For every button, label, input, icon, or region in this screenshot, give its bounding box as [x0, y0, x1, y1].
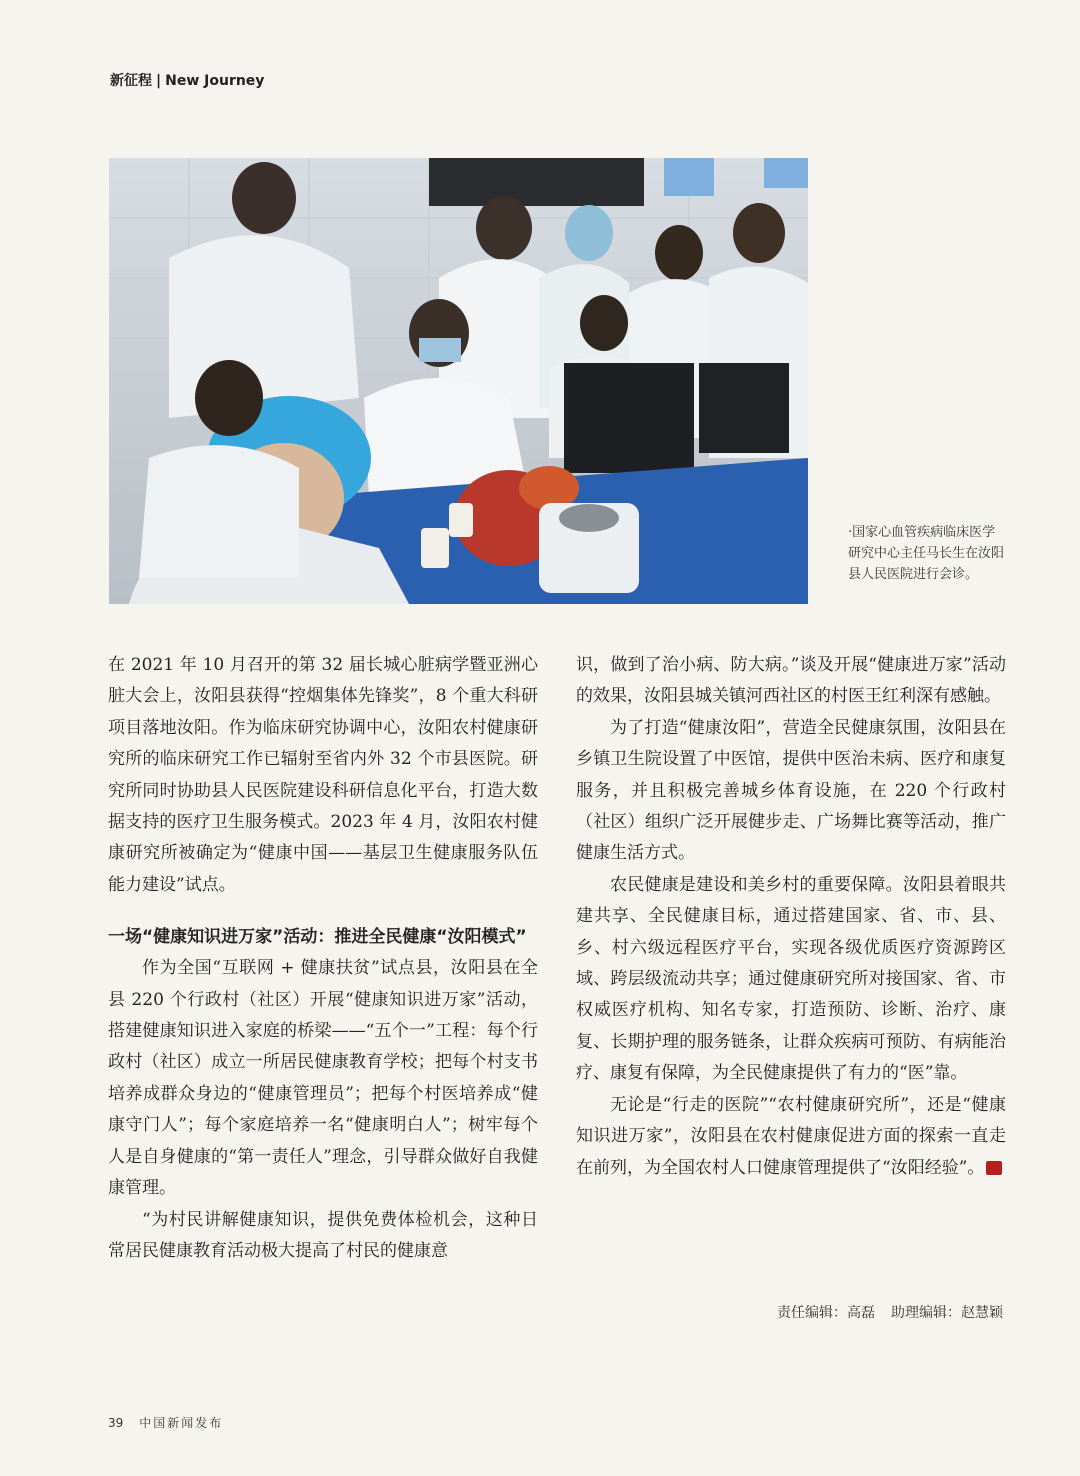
page-footer — [108, 1414, 223, 1431]
end-mark-seal-icon — [986, 1161, 1002, 1175]
page-number: 39 — [108, 1416, 124, 1430]
chief-editor: 责任编辑：高磊 — [777, 1305, 875, 1321]
editor-credits — [777, 1302, 1003, 1322]
section-title: 一场“健康知识进万家”活动：推进全民健康“汝阳模式” — [108, 927, 527, 948]
article-photo — [109, 158, 808, 604]
section-english-name: New Journey — [165, 73, 265, 89]
article-column-right — [576, 650, 1006, 1184]
paragraph-final-text: 无论是“行走的医院”“农村健康研究所”，还是“健康知识进万家”，汝阳县在农村健康促进方面的探索一直走在前列，为全国农村人口健康管理提供了“汝阳经验”。 — [576, 1094, 1006, 1178]
consultation-photo-illustration — [109, 158, 808, 604]
photo-caption: ·国家心血管疾病临床医学研究中心主任马长生在汝阳县人民医院进行会诊。 — [848, 525, 1005, 582]
assistant-editor: 助理编辑：赵慧颖 — [891, 1305, 1003, 1321]
section-separator: | — [156, 73, 162, 89]
publication-name: 中国新闻发布 — [139, 1416, 224, 1430]
section-name: 新征程 — [110, 73, 152, 89]
paragraph-final — [576, 1090, 1006, 1184]
section-header — [110, 70, 264, 90]
paragraph: 农民健康是建设和美乡村的重要保障。汝阳县着眼共建共享、全民健康目标，通过搭建国家、省、市、县、乡、村六级远程医疗平台，实现各级优质医疗资源跨区域、跨层级流动共享；通过健康研究所对接国家、省、市权威医疗机构、知名专家，打造预防、诊断、治疗、康复、长期护理的服务链条，让群众疾病可预防、有病能治疗、康复有保障，为全民健康提供了有力的“医”靠。 — [576, 874, 1006, 1084]
paragraph: 识，做到了治小病、防大病。”谈及开展“健康进万家”活动的效果，汝阳县城关镇河西社区的村医王红利深有感触。 — [576, 655, 1006, 707]
paragraph: 为了打造“健康汝阳”，营造全民健康氛围，汝阳县在乡镇卫生院设置了中医馆，提供中医治未病、医疗和康复服务，并且积极完善城乡体育设施，在 220 个行政村（社区）组织广泛开展健步走、广场舞比赛等活动，推广健康生活方式。 — [576, 717, 1006, 864]
paragraph: 在 2021 年 10 月召开的第 32 届长城心脏病学暨亚洲心脏大会上，汝阳县获得“控烟集体先锋奖”，8 个重大科研项目落地汝阳。作为临床研究协调中心，汝阳农村健康研究所的临床研究工作已辐射至省内外 32 个市县医院。研究所同时协助县人民医院建设科研信息化平台，打造大数据支持的医疗卫生服务模式。2023 年 4 月，汝阳农村健康研究所被确定为“健康中国——基层卫生健康服务队伍能力建设”试点。 — [108, 655, 538, 895]
paragraph: 作为全国“互联网 + 健康扶贫”试点县，汝阳县在全县 220 个行政村（社区）开展“健康知识进万家”活动，搭建健康知识进入家庭的桥梁——“五个一”工程：每个行政村（社区）成立一所居民健康教育学校；把每个村支书培养成群众身边的“健康管理员”；把每个村医培养成“健康守门人”；每个家庭培养一名“健康明白人”；树牢每个人是自身健康的“第一责任人”理念，引导群众做好自我健康管理。 — [108, 958, 538, 1199]
article-column-left — [108, 650, 538, 1267]
paragraph: “为村民讲解健康知识，提供免费体检机会，这种日常居民健康教育活动极大提高了村民的健康意 — [108, 1209, 538, 1261]
